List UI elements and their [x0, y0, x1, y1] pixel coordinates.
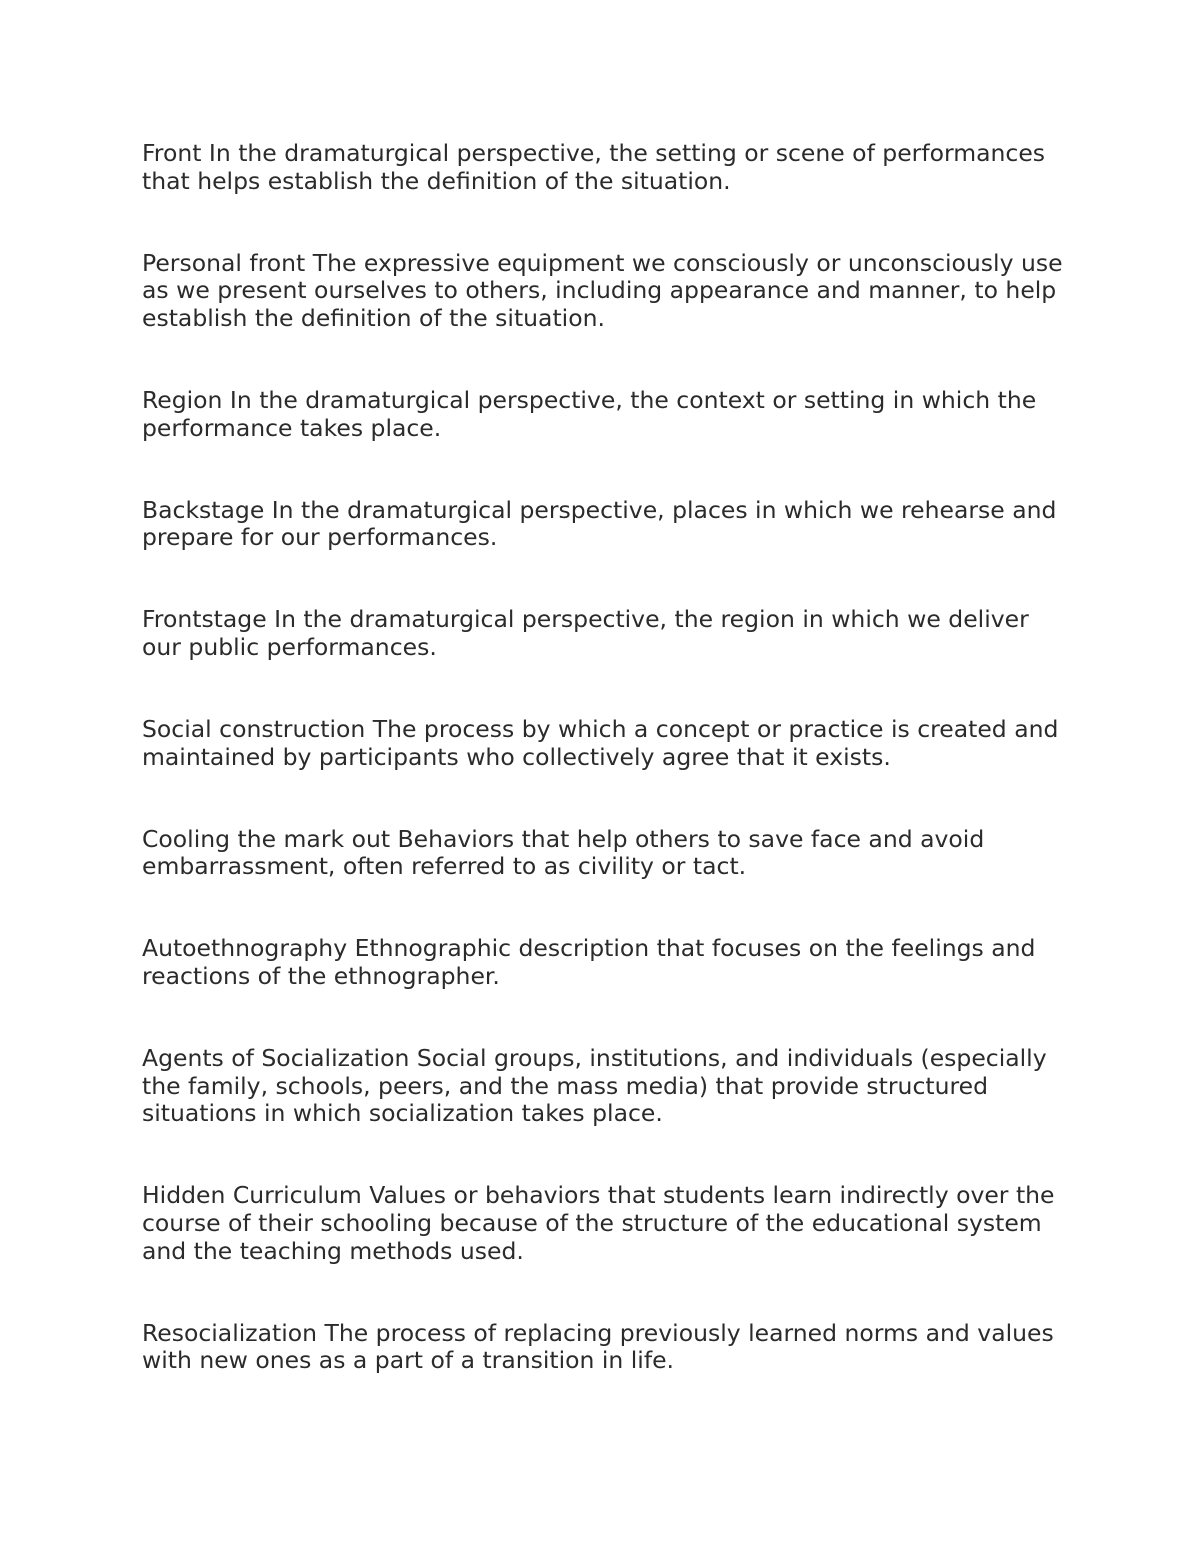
glossary-list: [142, 140, 1072, 1429]
glossary-entry-region: Region In the dramaturgical perspective, the context or setting in which the performance takes place.: [142, 385, 1037, 442]
glossary-entry-front: Front In the dramaturgical perspective, the setting or scene of performances that helps establish the definition of the situation.: [142, 139, 1046, 195]
glossary-entry-frontstage: Frontstage In the dramaturgical perspective, the region in which we deliver our public performances.: [142, 605, 1029, 661]
glossary-entry-resocialization: Resocialization The process of replacing previously learned norms and values with new ones as a part of a transition in life.: [142, 1318, 1054, 1375]
glossary-entry-agents-of-socialization: Agents of Socialization Social groups, institutions, and individuals (especially the family, schools, peers, and the mass media) that provide structured situations in which socialization takes place.: [142, 1044, 1047, 1128]
glossary-entry-hidden-curriculum: Hidden Curriculum Values or behaviors that students learn indirectly over the course of their schooling because of the structure of the educational system and the teaching methods used.: [142, 1181, 1055, 1265]
glossary-entry-social-construction: Social construction The process by which a concept or practice is created and maintained by participants who collectively agree that it exists.: [142, 715, 1059, 771]
glossary-entry-backstage: Backstage In the dramaturgical perspective, places in which we rehearse and prepare for our performances.: [142, 495, 1057, 552]
glossary-entry-autoethnography: Autoethnography Ethnographic description that focuses on the feelings and reactions of the ethnographer.: [142, 934, 1036, 990]
glossary-entry-cooling-the-mark-out: Cooling the mark out Behaviors that help others to save face and avoid embarrassment, often referred to as civility or tact.: [142, 824, 985, 881]
glossary-entry-personal-front: Personal front The expressive equipment we consciously or unconsciously use as we present ourselves to others, including appearance and manner, to help establish the definition of the situation.: [142, 248, 1063, 332]
